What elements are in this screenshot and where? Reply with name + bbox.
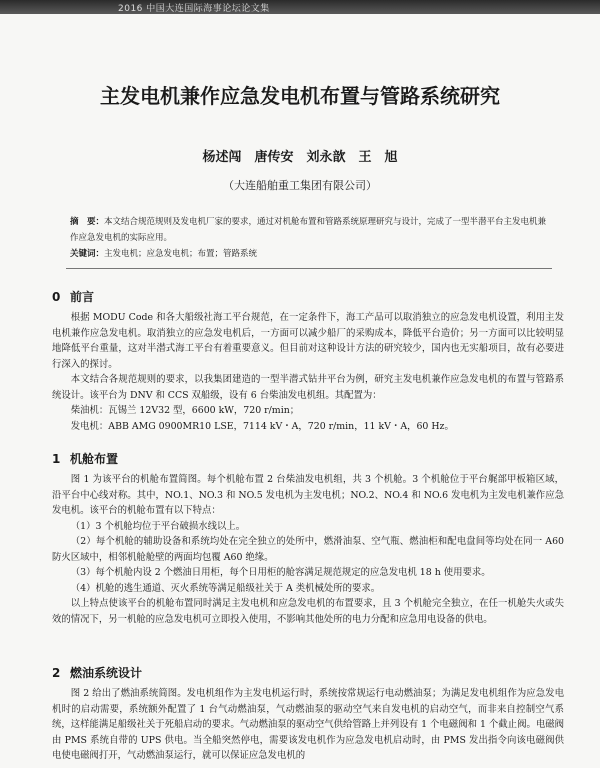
paragraph: （3）每个机舱内设 2 个燃油日用柜，每个日用柜的舱容满足规范规定的应急发电机 18 h 使用要求。 <box>70 567 491 578</box>
keywords-text: 主发电机；应急发电机；布置；管路系统 <box>104 249 258 259</box>
author-list: 杨述闯 唐传安 刘永歆 王 旭 <box>202 150 398 165</box>
section-heading-0 <box>52 288 94 305</box>
journal-title: 2016 中国大连国际海事论坛论文集 <box>118 4 270 14</box>
paragraph: （2）每个机舱的辅助设备和系统均处在完全独立的处所中，燃滑油泵、空气瓶、燃油柜和配电盘间等均处在同一 A60 防火区域中，相邻机舱舱壁的两面均包覆 A60 绝缘。 <box>52 536 564 563</box>
paragraph: 图 1 为该平台的机舱布置简图。每个机舱布置 2 台柴油发电机组，共 3 个机舱。3 个机舱位于平台艉部甲板箱区域，沿平台中心线对称。其中，NO.1、NO.3 和 NO.5 发电机为主发电机；NO.2、NO.4 和 NO.6 发电机为主发电机兼作应急发电机。该平台的机舱布置有以下特点： <box>52 474 564 516</box>
section-heading-2 <box>52 664 142 681</box>
abstract <box>70 214 548 246</box>
abstract-divider <box>66 268 552 269</box>
section-body-0 <box>52 310 564 434</box>
paragraph: （4）机舱的逃生通道、灭火系统等满足船级社关于 A 类机械处所的要求。 <box>70 582 381 594</box>
keywords <box>70 246 548 262</box>
section-title: 燃油系统设计 <box>70 666 143 680</box>
section-body-1 <box>52 472 564 627</box>
paragraph: （1）3 个机舱均位于平台破损水线以上。 <box>70 520 246 532</box>
section-number: 0 <box>52 290 61 304</box>
paragraph: 本文结合各规范规则的要求，以我集团建造的一型半潜式钻井平台为例，研究主发电机兼作应急发电机的布置与管路系统设计。该平台为 DNV 和 CCS 双船级，设有 6 台柴油发电机组。其配置为： <box>52 374 564 401</box>
affiliation: （大连船舶重工集团有限公司） <box>223 179 377 192</box>
abstract-label: 摘 要： <box>70 217 105 227</box>
keywords-label: 关键词： <box>70 249 105 259</box>
paragraph: 图 2 给出了燃油系统简图。发电机组作为主发电机运行时，系统按常规运行电动燃油泵；为满足发电机组作为应急发电机时的启动需要，系统额外配置了 1 台气动燃油泵，气动燃油泵的驱动空气来自发电机的启动空气，而非来自控制空气系统，这样能满足船级社关于死船启动的要求。气动燃油泵的驱动空气供给管路上并列设有 1 个电磁阀和 1 个截止阀。电磁阀由 PMS 系统自带的 UPS 供电。当全船突然停电，需要该发电机作为应急发电机启动时，由 PMS 发出指令向该电磁阀供电使电磁阀打开，气动燃油泵运行，就可以保证应急发电机的 <box>52 688 564 761</box>
paragraph: 柴油机：瓦锡兰 12V32 型，6600 kW，720 r/min； <box>70 405 300 416</box>
abstract-text: 本文结合规范规则及发电机厂家的要求，通过对机舱布置和管路系统原理研究与设计，完成了一型半潜平台主发电机兼作应急发电机的实际应用。 <box>70 217 547 243</box>
paper-title: 主发电机兼作应急发电机布置与管路系统研究 <box>100 84 500 108</box>
section-number: 2 <box>52 666 61 680</box>
paragraph: 以上特点使该平台的机舱布置同时满足主发电机和应急发电机的布置要求，且 3 个机舱完全独立，在任一机舱失火或失效的情况下，另一机舱的应急发电机可立即投入使用，不影响其他处所的电力分配和应急用电设备的供电。 <box>52 598 564 625</box>
paragraph: 根据 MODU Code 和各大船级社海工平台规范，在一定条件下，海工产品可以取消独立的应急发电机设置，利用主发电机兼作应急发电机。取消独立的应急发电机后，一方面可以减少船厂的采购成本，降低平台造价；另一方面可以比较明显地降低平台重量，这对半潜式海工平台有着重要意义。但目前对这种设计方法的研究较少，国内也无实船项目，故有必要进行深入的探讨。 <box>52 312 564 370</box>
section-heading-1 <box>52 450 118 467</box>
abstract-block <box>70 214 548 262</box>
section-number: 1 <box>52 452 61 466</box>
section-body-2 <box>52 686 564 764</box>
paragraph: 发电机：ABB AMG 0900MR10 LSE，7114 kV・A，720 r/min，11 kV・A，60 Hz。 <box>70 420 454 432</box>
section-title: 机舱布置 <box>70 452 119 466</box>
running-header <box>0 0 600 14</box>
section-title: 前言 <box>70 290 95 304</box>
